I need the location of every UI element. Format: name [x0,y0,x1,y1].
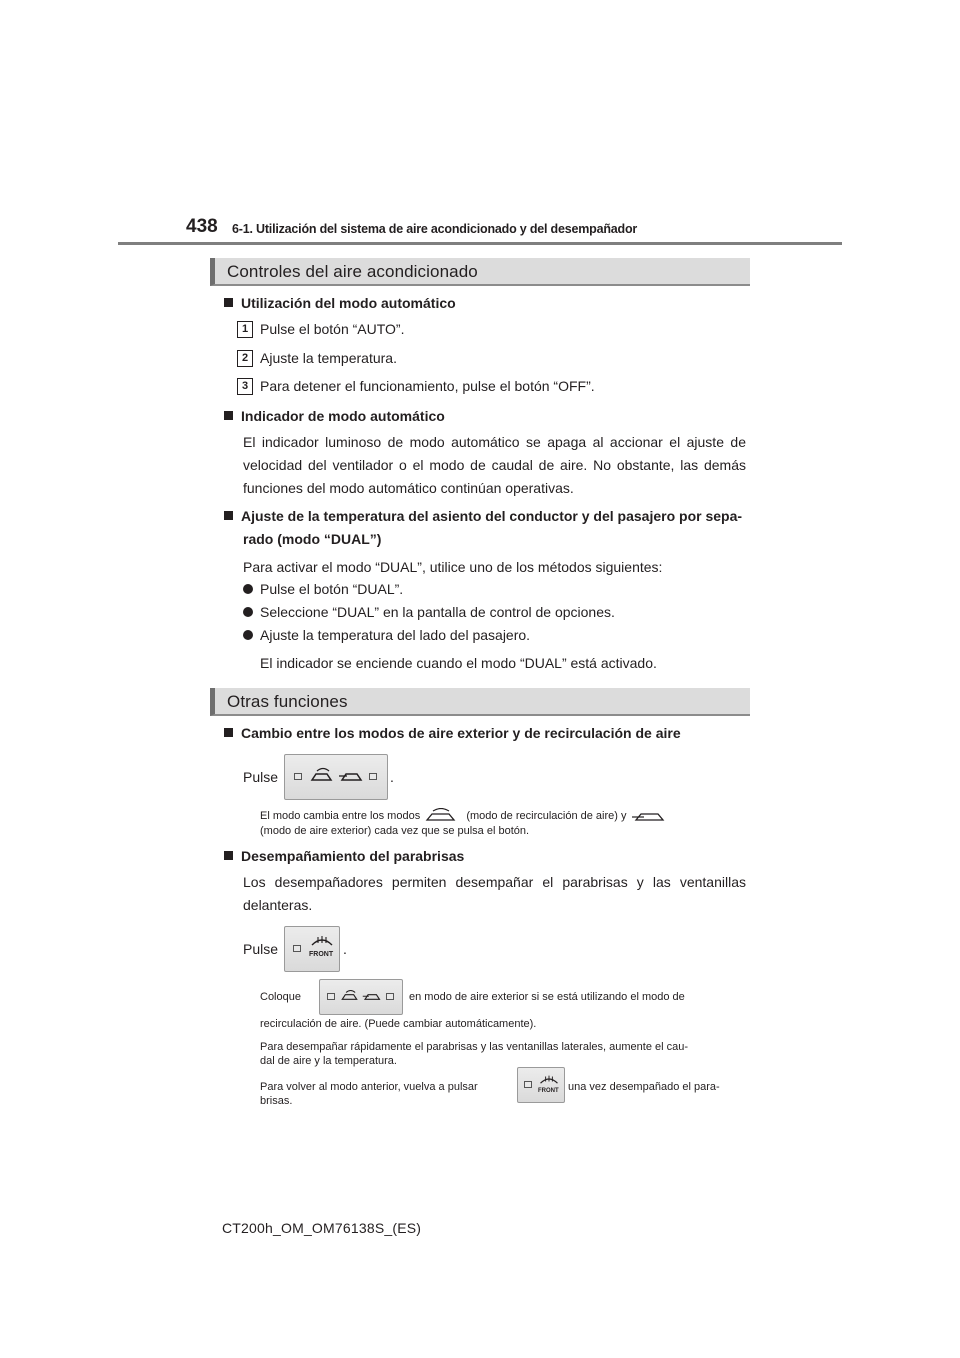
note1-second-line: recirculación de aire. (Puede cambiar automáticamente). [260,1018,537,1030]
subheading-auto-indicator: Indicador de modo automático [224,405,748,428]
period: . [390,769,394,785]
defog-quick-note: Para desempañar rápidamente el parabrisas y las ventanillas laterales, aumente el cau- dal de aire y la temperatura. [260,1041,689,1067]
section-title: Controles del aire acondicionado [227,262,478,281]
step-text-3: Para detener el funcionamiento, pulse el botón “OFF”. [260,378,595,394]
recirculation-air-icon [340,989,384,1005]
header-divider [118,242,842,245]
indicator-led-icon [524,1081,532,1088]
recirculation-air-icon [423,808,463,824]
step-text-1: Pulse el botón “AUTO”. [260,321,405,337]
indicator-led-icon [294,773,302,780]
note1-tail: en modo de aire exterior si se está utilizando el modo de [409,991,685,1003]
front-button-label: FRONT [309,951,334,958]
period: . [343,941,347,957]
indicator-paragraph: El indicador luminoso de modo automático se apaga al accionar el ajuste de velocidad del ventilador o el modo de caudal de aire. No obstante, las demás funciones del modo automático continúan operativas. [243,434,746,496]
bullet-icon [243,584,253,594]
subheading-recirculation: Cambio entre los modos de aire exterior y de recirculación de aire [224,722,748,745]
note3-second-line: brisas. [260,1095,293,1107]
dual-note: El indicador se enciende cuando el modo “DUAL” está activado. [260,655,657,671]
pulse-label-defog: Pulse [243,941,279,957]
dual-intro: Para activar el modo “DUAL”, utilice uno de los métodos siguientes: [243,559,663,575]
note3-lead: Para volver al modo anterior, vuelva a pulsar [260,1081,478,1093]
square-bullet-icon [224,511,233,520]
windshield-defog-icon [538,1073,560,1085]
section-title: Otras funciones [227,692,348,711]
front-button-label: FRONT [538,1088,559,1094]
subheading-dual-mode: Ajuste de la temperatura del asiento del conductor y del pasajero por sepa- rado (modo “DUAL”) [224,505,748,551]
bullet-icon [243,607,253,617]
air-intake-button-image [319,979,403,1015]
indicator-led-icon [369,773,377,780]
note1-lead: Coloque [260,991,301,1003]
step-number-3: 3 [237,378,253,395]
note3-tail: una vez desempañado el para- [568,1081,720,1093]
footer-manual-code: CT200h_OM_OM76138S_(ES) [222,1220,422,1236]
pulse-label-recirc: Pulse [243,769,279,785]
indicator-led-icon [327,993,335,1000]
subheading-defog: Desempañamiento del parabrisas [224,845,748,868]
step-number-2: 2 [237,350,253,367]
dual-bullet-1: Pulse el botón “DUAL”. [243,581,403,597]
section-heading-controls [210,258,750,286]
dual-bullet-3: Ajuste la temperatura del lado del pasajero. [243,627,530,643]
outside-air-icon [630,808,670,824]
bullet-icon [243,630,253,640]
indicator-led-icon [386,993,394,1000]
defog-paragraph: Los desempañadores permiten desempañar el parabrisas y las ventanillas delanteras. [243,874,746,913]
section-reference: 6-1. Utilización del sistema de aire acondicionado y del desempañador [232,222,638,236]
square-bullet-icon [224,411,233,420]
section-heading-other [210,688,750,716]
square-bullet-icon [224,728,233,737]
front-defog-button-image [284,926,340,972]
dual-bullet-2: Seleccione “DUAL” en la pantalla de control de opciones. [243,604,615,620]
square-bullet-icon [224,298,233,307]
air-intake-button-image [284,754,388,800]
subheading-auto-mode: Utilización del modo automático [224,292,748,315]
windshield-defog-icon [309,933,335,947]
indicator-led-icon [293,945,301,952]
square-bullet-icon [224,851,233,860]
step-text-2: Ajuste la temperatura. [260,350,397,366]
recirculation-air-icon [309,767,367,787]
page-number: 438 [186,216,218,237]
step-number-1: 1 [237,321,253,338]
recirc-note: El modo cambia entre los modos (modo de recirculación de aire) y (modo de aire exterior) cada vez que se pulsa el botón. [260,808,746,838]
